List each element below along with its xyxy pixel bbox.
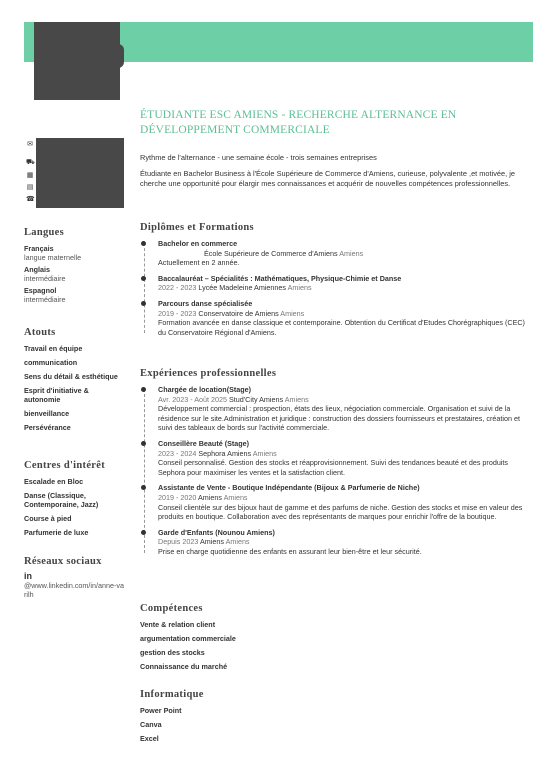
it-skill-item: Power Point: [140, 706, 182, 715]
languages-heading: Langues: [24, 227, 65, 238]
education-note: Actuellement en 2 année.: [158, 258, 240, 268]
social-section: [24, 556, 124, 599]
experience-entry: [158, 528, 532, 557]
experience-entry: [158, 483, 532, 521]
degree-title: Bachelor en commerce: [158, 239, 238, 248]
linkedin-link[interactable]: @www.linkedin.com/in/anne-varilh: [24, 581, 124, 599]
job-title: Assistante de Vente - Boutique Indépendante (Bijoux & Parfumerie de Niche): [158, 483, 420, 493]
school-location: Amiens: [339, 248, 364, 258]
social-heading: Réseaux sociaux: [24, 556, 102, 567]
strength-item: Esprit d'initiative & autonomie: [24, 386, 89, 404]
summary: [140, 153, 530, 195]
id-card-icon: ▤: [26, 184, 34, 191]
strengths-section: [24, 327, 124, 437]
experience-entry: [158, 439, 532, 477]
job-description: Conseil clientèle sur des bijoux haut de gamme et des parfums de niche. Gestion des stocks et mise en valeur des produits en boutique. Collaboration avec des représentants de marques pour enrichir l'offre de la boutique.: [158, 502, 523, 522]
education-section: [140, 222, 532, 343]
languages-section: [24, 227, 124, 307]
company-name: Sephora Amiens: [198, 448, 252, 458]
degree-title: Baccalauréat – Spécialités : Mathématiques, Physique-Chimie et Danse: [158, 273, 402, 283]
contact-details-redacted: [36, 138, 124, 208]
job-description: Conseil personnalisé. Gestion des stocks et réapprovisionnement. Suivi des tendances beauté et des produits Sephora pour maximiser les ventes et la satisfaction client.: [158, 458, 508, 477]
language-item: [24, 244, 124, 262]
interest-item: Course à pied: [24, 514, 72, 523]
interests-heading: Centres d'intérêt: [24, 460, 106, 471]
language-name: Anglais: [24, 265, 50, 274]
company-name: Amiens: [199, 537, 224, 547]
job-title: Garde d'Enfants (Nounou Amiens): [158, 527, 275, 537]
school-location: Amiens: [287, 283, 312, 293]
language-level: intermédiaire: [24, 295, 66, 304]
education-dates: 2019 - 2023: [158, 308, 197, 318]
language-level: langue maternelle: [24, 253, 82, 262]
strength-item: Travail en équipe: [24, 344, 83, 353]
language-item: [24, 265, 124, 283]
education-heading: Diplômes et Formations: [140, 222, 254, 233]
language-name: Espagnol: [24, 286, 57, 295]
strength-item: Sens du détail & esthétique: [24, 372, 118, 381]
job-title: Conseillère Beauté (Stage): [158, 438, 250, 448]
job-description: Prise en charge quotidienne des enfants en assurant leur bien-être et leur sécurité.: [158, 546, 422, 556]
company-name: Amiens: [197, 492, 222, 502]
mail-icon: ✉: [27, 141, 33, 148]
language-name: Français: [24, 244, 54, 253]
experience-heading: Expériences professionnelles: [140, 368, 277, 379]
it-skills-section: [140, 689, 532, 748]
strength-item: Persévérance: [24, 423, 71, 432]
it-skills-heading: Informatique: [140, 689, 204, 700]
education-entry: [158, 299, 532, 337]
interests-section: [24, 460, 124, 542]
job-description: Développement commercial : prospection, états des lieux, négociation commerciale. Organisation et suivi de la résidence sur le site.Administration et juridique : construction des dossiers fournisseurs et prestataires, création et suivi des tableaux de bords sur l'activité commerciale.: [158, 404, 520, 433]
education-description: Formation avancée en danse classique et contemporaine. Obtention du Certificat d'Etudes Chorégraphiques (CEC) du Conservatoire Régional d'Amiens.: [158, 318, 525, 337]
language-item: [24, 286, 124, 304]
education-dates: 2022 - 2023: [158, 283, 197, 293]
skills-heading: Compétences: [140, 603, 203, 614]
interest-item: Danse (Classique, Contemporaine, Jazz): [24, 491, 99, 509]
it-skill-item: Excel: [140, 734, 159, 743]
car-icon: ⛟: [26, 159, 35, 166]
strengths-heading: Atouts: [24, 327, 56, 338]
it-skill-item: Canva: [140, 720, 162, 729]
company-name: Stud'City Amiens: [229, 394, 284, 404]
job-location: Amiens: [225, 537, 250, 547]
language-level: intermédiaire: [24, 274, 66, 283]
school-name: École Supérieure de Commerce d'Amiens: [204, 248, 338, 258]
phone-icon: ☎: [26, 196, 35, 203]
skill-item: Connaissance du marché: [140, 662, 228, 671]
education-entry: [158, 274, 532, 293]
profile-photo-edge: [118, 44, 124, 68]
profile-photo-redacted: [34, 22, 120, 100]
alternance-rhythm: Rythme de l'alternance - une semaine école - trois semaines entreprises: [140, 153, 377, 162]
job-dates: Depuis 2023: [158, 537, 199, 547]
strength-item: bienveillance: [24, 409, 70, 418]
degree-title: Parcours danse spécialisée: [158, 298, 253, 308]
skills-section: [140, 603, 532, 676]
linkedin-icon[interactable]: in: [24, 571, 32, 581]
page-title: ÉTUDIANTE ESC AMIENS - RECHERCHE ALTERNANCE EN DÉVELOPPEMENT COMMERCIALE: [140, 109, 457, 136]
job-dates: 2019 - 2020: [158, 492, 197, 502]
job-location: Amiens: [252, 448, 277, 458]
experience-entry: [158, 385, 532, 433]
calendar-icon: ▦: [26, 172, 34, 179]
job-dates: Avr. 2023 - Août 2025: [158, 394, 227, 404]
strength-item: communication: [24, 358, 78, 367]
skill-item: argumentation commerciale: [140, 634, 236, 643]
job-title: Chargée de location(Stage): [158, 385, 252, 394]
job-dates: 2023 - 2024: [158, 448, 197, 458]
experience-section: [140, 368, 532, 563]
job-location: Amiens: [223, 492, 248, 502]
school-name: Lycée Madeleine Amiennes: [198, 283, 287, 293]
intro-text: Étudiante en Bachelor Business à l'École Supérieure de Commerce d'Amiens, curieuse, polyvalente ,et motivée, je cherche une opportunité pour élargir mes connaissances et acquérir de nouvelles compétences professionnelles.: [140, 169, 516, 188]
education-entry: [158, 239, 532, 268]
interest-item: Escalade en Bloc: [24, 477, 84, 486]
school-name: Conservatoire de Amiens: [198, 308, 279, 318]
interest-item: Parfumerie de luxe: [24, 528, 89, 537]
school-location: Amiens: [280, 308, 305, 318]
skill-item: Vente & relation client: [140, 620, 216, 629]
job-location: Amiens: [284, 394, 309, 404]
skill-item: gestion des stocks: [140, 648, 205, 657]
